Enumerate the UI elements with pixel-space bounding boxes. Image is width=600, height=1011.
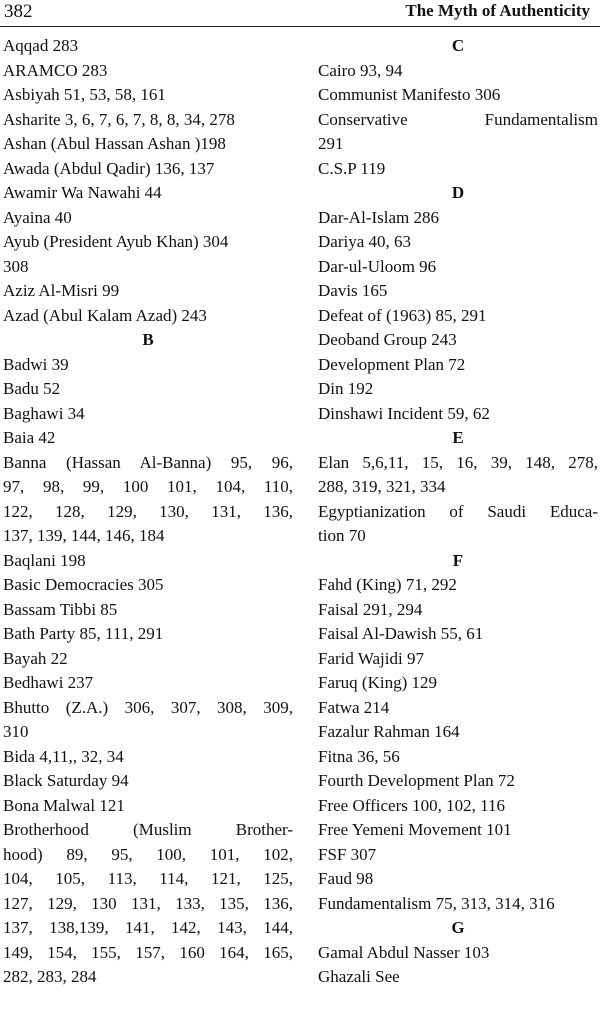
index-entry: Azad (Abul Kalam Azad) 243 (3, 305, 207, 325)
index-entry: Communist Manifesto 306 (318, 85, 501, 104)
index-entry: Fatwa 214 (318, 697, 390, 717)
index-entry: Farid Wajidi 97 (318, 648, 424, 668)
index-section-letter: B (142, 330, 154, 349)
index-entry: Bath Party 85, 111, 291 (3, 624, 164, 643)
index-section-letter: C (451, 36, 465, 55)
index-entry: Bida 4,11,, 32, 34 (3, 746, 124, 766)
index-entry: Bedhawi 237 (3, 673, 94, 692)
index-entry: ARAMCO 283 (3, 60, 108, 80)
index-entry: Development Plan 72 (318, 354, 466, 374)
index-entry: Baghawi 34 (3, 403, 85, 423)
index-entry: 127, 129, 130 131, 133, 135, 136, (3, 893, 293, 913)
index-entry: Faruq (King) 129 (318, 673, 437, 692)
index-entry: Dar-ul-Uloom 96 (318, 256, 437, 276)
page-header (0, 0, 600, 27)
index-entry: 97, 98, 99, 100 101, 104, 110, (3, 477, 293, 496)
index-entry: Ayub (President Ayub Khan) 304 (3, 232, 229, 251)
index-entry: 308 (3, 256, 29, 276)
index-entry: Baia 42 (3, 428, 56, 447)
index-entry: hood) 89, 95, 100, 101, 102, (3, 844, 293, 864)
index-entry: Defeat of (1963) 85, 291 (318, 305, 487, 325)
index-entry: Fahd (King) 71, 292 (318, 575, 457, 594)
index-entry: Faud 98 (318, 869, 374, 888)
index-entry: Ashan (Abul Hassan Ashan )198 (3, 134, 226, 153)
index-entry: 104, 105, 113, 114, 121, 125, (3, 869, 293, 888)
index-entry: Basic Democracies 305 (3, 575, 164, 594)
index-entry: 291 (318, 134, 344, 153)
index-entry: Gamal Abdul Nasser 103 (318, 942, 490, 962)
index-entry: Fitna 36, 56 (318, 746, 400, 766)
index-entry: 137, 139, 144, 146, 184 (3, 526, 165, 545)
index-entry: Bona Malwal 121 (3, 795, 125, 815)
index-column-right (318, 34, 598, 990)
index-entry: Badwi 39 (3, 354, 69, 374)
index-entry: 122, 128, 129, 130, 131, 136, (3, 501, 293, 521)
index-entry: 137, 138,139, 141, 142, 143, 144, (3, 918, 293, 937)
index-section-letter: D (451, 183, 465, 202)
index-entry: Dar-Al-Islam 286 (318, 207, 439, 227)
index-entry: Brotherhood (Muslim Brother- (3, 820, 293, 839)
index-entry: tion 70 (318, 526, 366, 545)
index-entry: 282, 283, 284 (3, 967, 97, 986)
index-section-letter: E (452, 428, 464, 447)
index-section-letter: G (451, 918, 465, 937)
index-entry: Badu 52 (3, 379, 61, 398)
index-entry: Faisal Al-Dawish 55, 61 (318, 624, 484, 643)
index-entry: Free Officers 100, 102, 116 (318, 795, 505, 815)
index-entry: 149, 154, 155, 157, 160 164, 165, (3, 942, 293, 962)
index-entry: Davis 165 (318, 281, 388, 300)
index-entry: Conservative Fundamentalism (318, 109, 598, 129)
index-entry: Asharite 3, 6, 7, 6, 7, 8, 8, 34, 278 (3, 109, 235, 129)
index-entry: Dinshawi Incident 59, 62 (318, 403, 490, 423)
index-entry: Dariya 40, 63 (318, 232, 412, 251)
index-entry: Din 192 (318, 379, 374, 398)
index-entry: Aziz Al-Misri 99 (3, 281, 120, 300)
index-entry: Fourth Development Plan 72 (318, 771, 515, 790)
index-entry: Baqlani 198 (3, 550, 86, 570)
running-title: The Myth of Authenticity (405, 1, 590, 20)
index-entry: Deoband Group 243 (318, 330, 457, 349)
index-entry: Black Saturday 94 (3, 771, 129, 790)
index-section-letter: F (452, 550, 464, 570)
index-entry: Bassam Tibbi 85 (3, 599, 118, 619)
index-entry: Aqqad 283 (3, 36, 79, 55)
index-entry: Asbiyah 51, 53, 58, 161 (3, 85, 166, 104)
index-entry: Free Yemeni Movement 101 (318, 820, 512, 839)
index-entry: Bayah 22 (3, 648, 68, 668)
index-entry: C.S.P 119 (318, 158, 386, 178)
index-entry: Cairo 93, 94 (318, 60, 403, 80)
index-entry: Awamir Wa Nawahi 44 (3, 183, 162, 202)
index-entry: Banna (Hassan Al-Banna) 95, 96, (3, 452, 293, 472)
index-entry: Awada (Abdul Qadir) 136, 137 (3, 158, 215, 178)
index-entry: Elan 5,6,11, 15, 16, 39, 148, 278, (318, 452, 598, 472)
index-entry: Fundamentalism 75, 313, 314, 316 (318, 893, 555, 913)
index-entry: Ayaina 40 (3, 207, 72, 227)
index-entry: FSF 307 (318, 844, 377, 864)
index-entry: Egyptianization of Saudi Educa- (318, 501, 598, 521)
index-entry: Fazalur Rahman 164 (318, 722, 460, 741)
index-entry: 288, 319, 321, 334 (318, 477, 446, 496)
index-column-left (3, 34, 293, 990)
index-entry: Bhutto (Z.A.) 306, 307, 308, 309, (3, 697, 293, 717)
index-entry: Ghazali See (318, 967, 400, 986)
index-entry: 310 (3, 722, 29, 741)
page-number: 382 (4, 1, 33, 22)
index-entry: Faisal 291, 294 (318, 599, 423, 619)
